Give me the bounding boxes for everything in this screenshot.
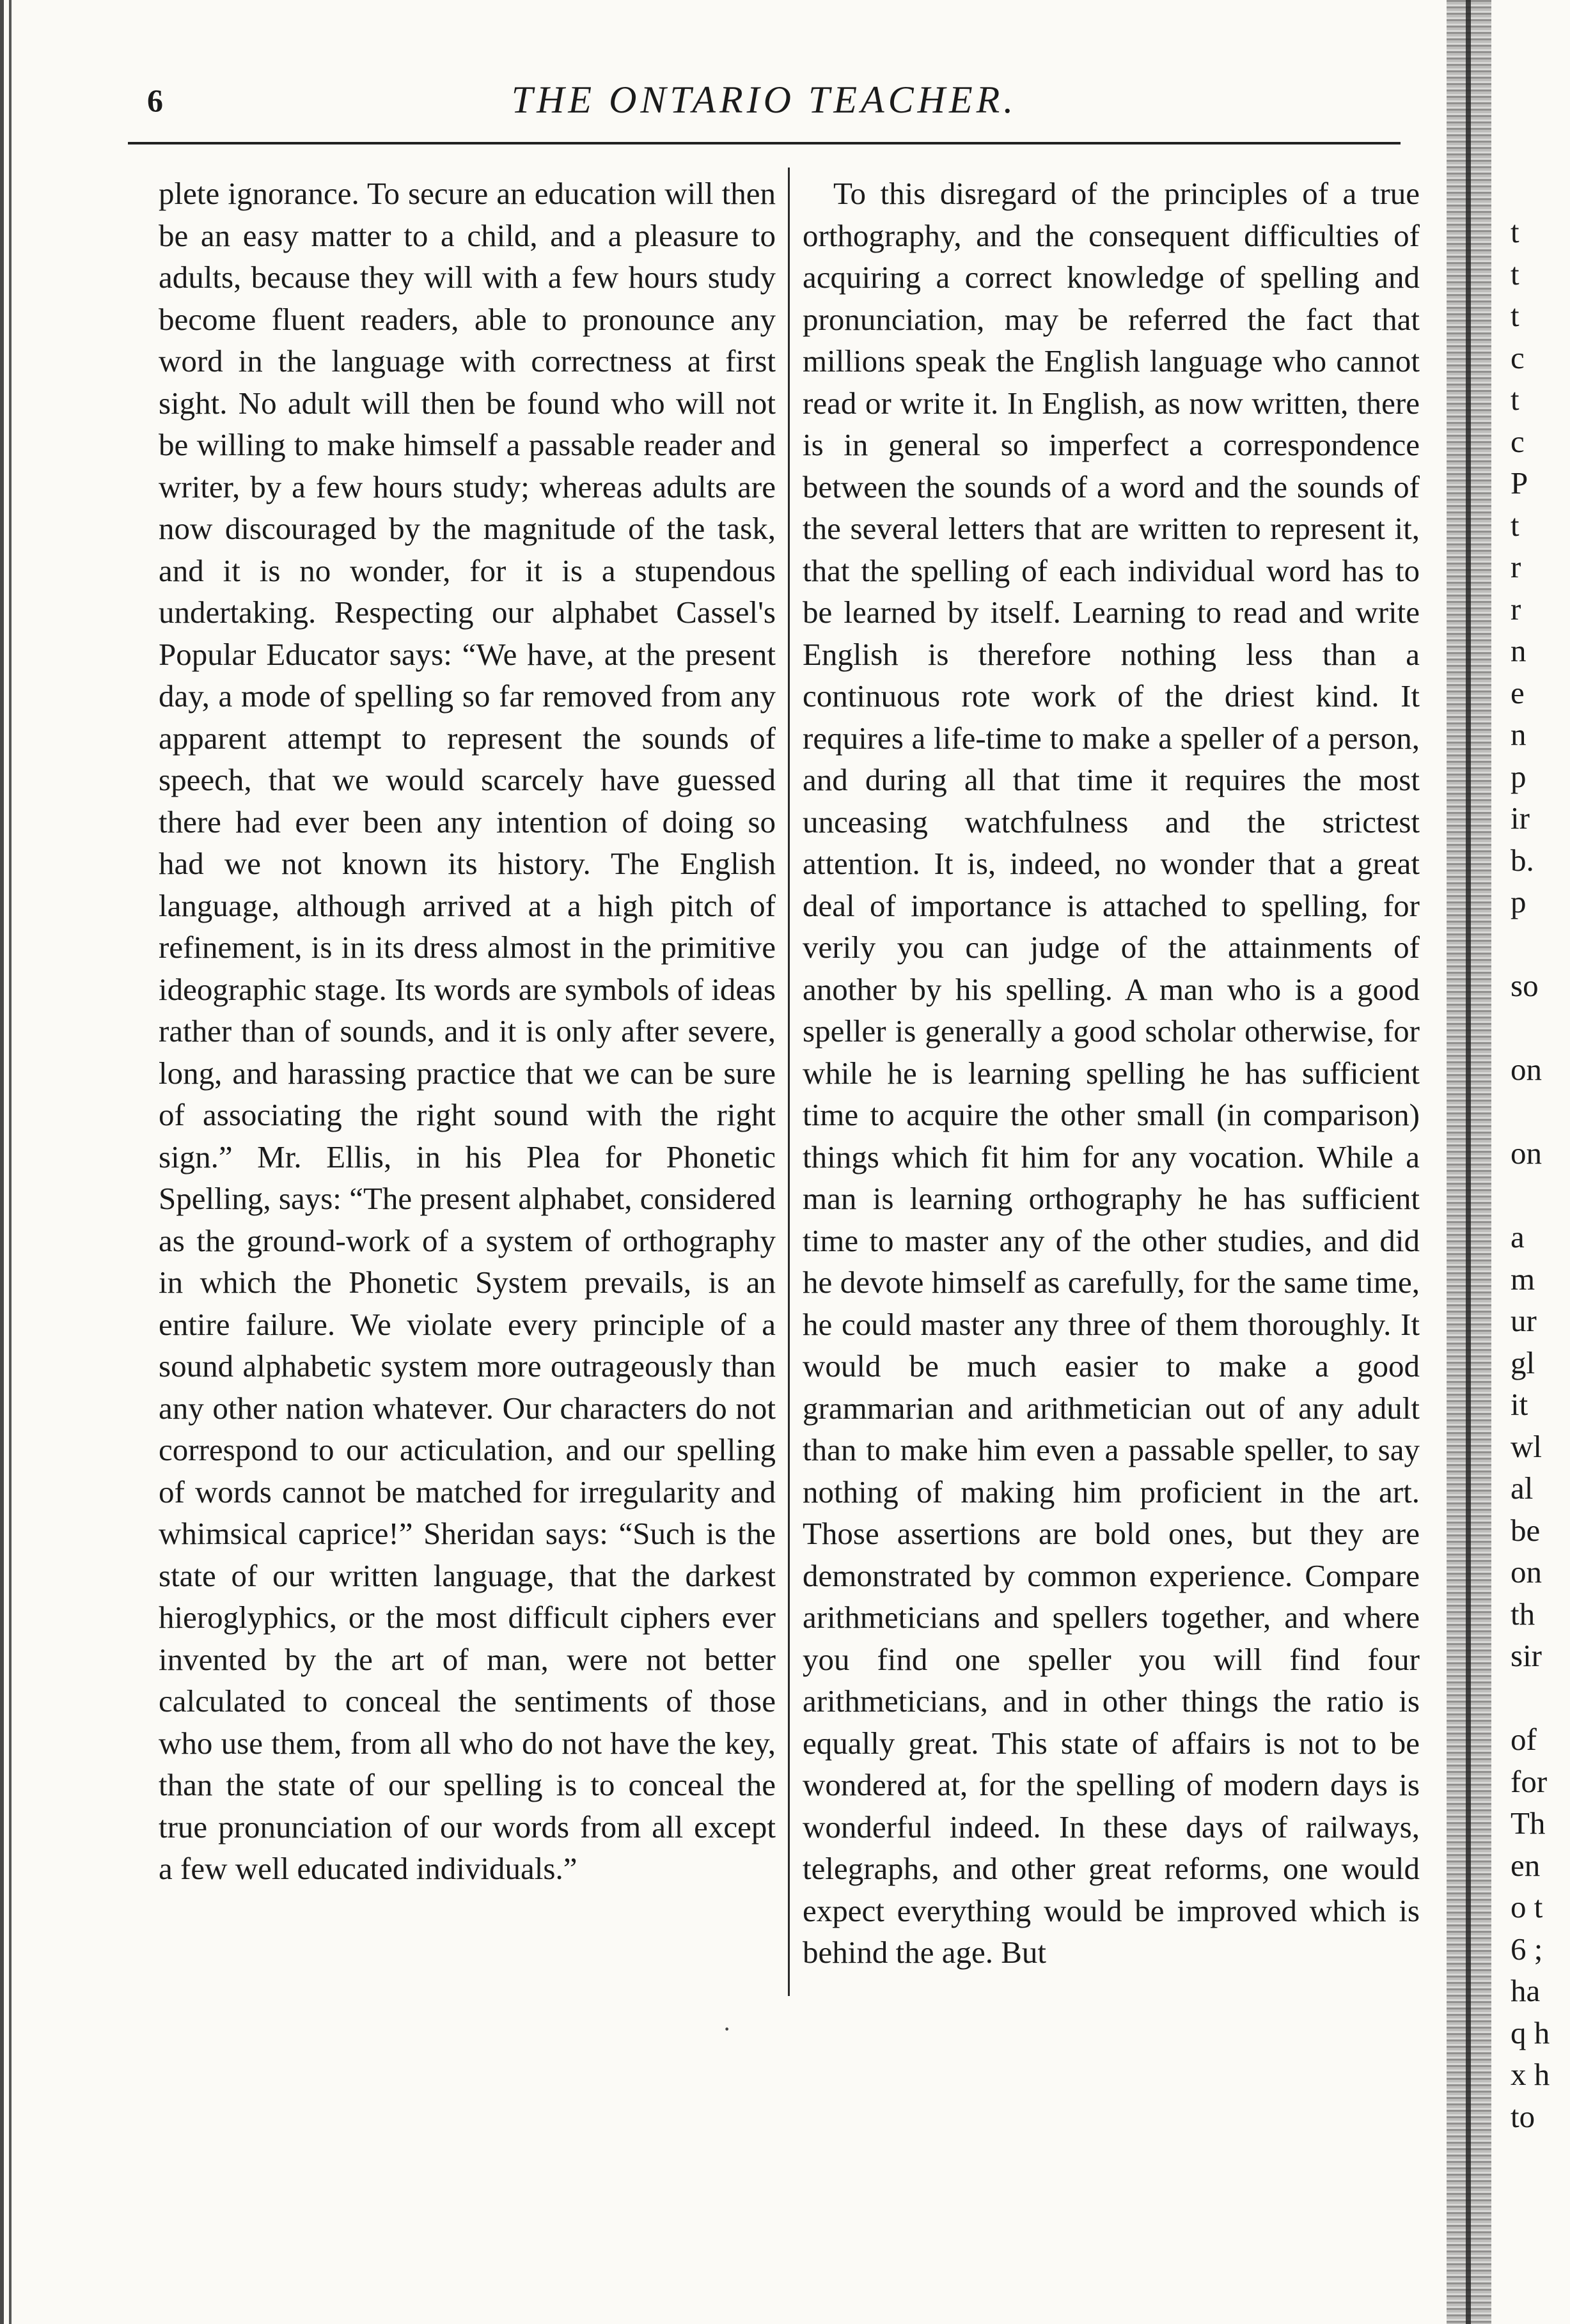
header-rule bbox=[128, 142, 1401, 144]
adjacent-page-edge bbox=[1447, 0, 1570, 2324]
column-divider bbox=[788, 168, 790, 1996]
binding-edge-left bbox=[0, 0, 45, 2324]
page-header bbox=[128, 75, 1401, 133]
left-column bbox=[159, 173, 776, 1890]
right-column bbox=[803, 173, 1420, 1974]
adjacent-page-text-fragments: t t t c t c P t r r n e n p ir b. p so on on a m ur gl it wl al be on th sir of for Th en o t 6 ; ha q h x h to bbox=[1511, 214, 1550, 2134]
left-column-text: plete ignorance. To secure an education will then be an easy matter to a child, and a pleasure to adults, because they will with a few hours study become fluent readers, able to pronounce any word in the language with correctness at first sight. No adult will then be found who will not be willing to make himself a passable reader and writer, by a few hours study; whereas adults are now discouraged by the magnitude of the task, and it is no wonder, for it is a stupendous undertaking. Respecting our alphabet Cassel's Popular Educator says: “We have, at the present day, a mode of spelling so far removed from any apparent attempt to represent the sounds of speech, that we would scarcely have guessed there had ever been any intention of doing so had we not known its history. The English language, although arrived at a high pitch of refinement, is in its dress almost in the primitive ideographic stage. Its words are symbols of ideas rather than of sounds, and it is only after severe, long, and harassing practice that we can be sure of associating the right sound with the right sign.” Mr. Ellis, in his Plea for Phonetic Spelling, says: “The present alphabet, considered as the ground-work of a system of orthography in which the Phonetic System prevails, is an entire failure. We violate every principle of a sound alphabetic system more outrageously than any other nation whatever. Our characters do not correspond to our acticulation, and our spelling of words cannot be matched for irregularity and whimsical caprice!” Sheridan says: “Such is the state of our written language, that the darkest hieroglyphics, or the most difficult ciphers ever invented by the art of man, were not better calculated to conceal the sentiments of those who use them, from all who do not have the key, than the state of our spelling is to conceal the true pronunciation of our words from all except a few well educated individuals.” bbox=[159, 176, 776, 1886]
printer-mark: · bbox=[723, 2015, 732, 2043]
running-title: THE ONTARIO TEACHER. bbox=[511, 79, 1017, 121]
spine-shadow bbox=[1466, 0, 1471, 2324]
right-column-text: To this disregard of the principles of a true orthography, and the consequent difficulties of acquiring a correct knowledge of spelling and pronunciation, may be referred the fact that millions speak the English language who cannot read or write it. In English, as now written, there is in general so imperfect a correspondence between the sounds of a word and the sounds of the several letters that are written to represent it, that the spelling of each individual word has to be learned by itself. Learning to read and write English is therefore nothing less than a continuous rote work of the driest kind. It requires a life-time to make a speller of a person, and during all that time it requires the most unceasing watchfulness and the strictest attention. It is, indeed, no wonder that a great deal of importance is attached to spelling, for verily you can judge of the attainments of another by his spelling. A man who is a good speller is generally a good scholar otherwise, for while he is learning spelling he has sufficient time to acquire the other small (in comparison) things which fit him for any vocation. While a man is learning orthography he has sufficient time to master any of the other studies, and did he devote himself as carefully, for the same time, he could master any three of them thoroughly. It would be much easier to make a good grammarian and arithmetician out of any adult than to make him even a passable speller, to say nothing of making him proficient in the art. Those assertions are bold ones, but they are demonstrated by common experience. Compare arithmeticians and spellers together, and where you find one speller you will find four arithmeticians, and in other things the ratio is equally great. This state of affairs is not to be wondered at, for the spelling of modern days is wonderful indeed. In these days of railways, telegraphs, and other great reforms, one would expect everything would be improved which is behind the age. But bbox=[803, 176, 1420, 1970]
page-number: 6 bbox=[147, 82, 163, 118]
